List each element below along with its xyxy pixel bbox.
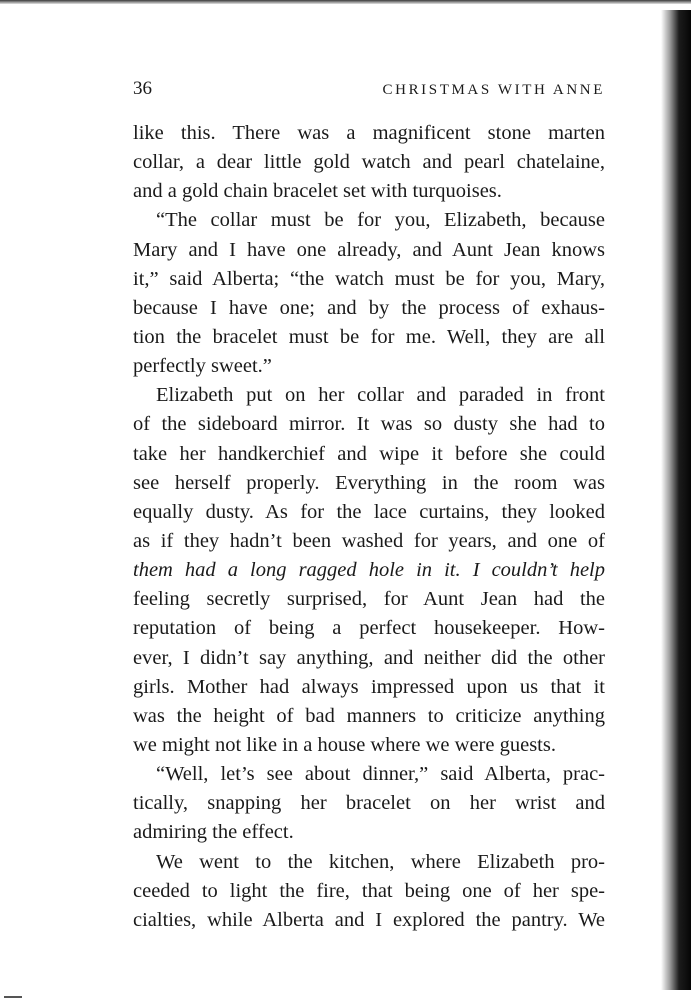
text-line: Elizabeth put on her collar and paraded in front [156, 384, 605, 407]
scan-bottom-mark [4, 996, 22, 998]
text-line: reputation of being a perfect housekeeper. How- [133, 617, 605, 640]
text-line: girls. Mother had always impressed upon us that it [133, 675, 605, 698]
text-line: We went to the kitchen, where Elizabeth pro- [156, 850, 605, 873]
text-line: like this. There was a magnificent stone marten [133, 122, 605, 144]
text-line: cialties, while Alberta and I explored the pantry. We [133, 908, 605, 931]
text-line: equally dusty. As for the lace curtains, they looked [133, 500, 605, 523]
text-line: take her handkerchief and wipe it before she could [133, 442, 605, 465]
text-line: perfectly sweet.” [133, 355, 272, 378]
text-line: “Well, let’s see about dinner,” said Alberta, prac- [156, 763, 605, 786]
text-line: tically, snapping her bracelet on her wrist and [133, 792, 605, 815]
text-line: was the height of bad manners to criticize anything [133, 704, 605, 727]
running-title: CHRISTMAS WITH ANNE [382, 82, 605, 98]
running-head [133, 77, 605, 101]
text-line: because I have one; and by the process of exhaus- [133, 296, 605, 319]
text-line: ceeded to light the fire, that being one of her spe- [133, 879, 605, 902]
page-number: 36 [133, 78, 152, 99]
text-line: them had a long ragged hole in it. I couldn’t help [133, 559, 605, 582]
text-line: tion the bracelet must be for me. Well, they are all [133, 325, 605, 348]
text-line: of the sideboard mirror. It was so dusty she had to [133, 413, 605, 436]
text-line: feeling secretly surprised, for Aunt Jean had the [133, 588, 605, 611]
text-line: Mary and I have one already, and Aunt Jean knows [133, 238, 605, 261]
text-line: admiring the effect. [133, 821, 294, 844]
text-line: we might not like in a house where we were guests. [133, 733, 556, 756]
text-line: it,” said Alberta; “the watch must be for you, Mary, [133, 267, 605, 290]
text-line: as if they hadn’t been washed for years, and one of [133, 529, 605, 552]
text-line: see herself properly. Everything in the room was [133, 471, 605, 494]
text-line: collar, a dear little gold watch and pearl chatelaine, [133, 151, 605, 174]
scan-top-edge [0, 0, 691, 4]
text-line: “The collar must be for you, Elizabeth, because [156, 209, 605, 232]
text-line: ever, I didn’t say anything, and neither did the other [133, 646, 605, 669]
text-line: and a gold chain bracelet set with turquoises. [133, 180, 502, 203]
scan-binding-shadow [661, 10, 691, 990]
text-body [133, 119, 605, 935]
